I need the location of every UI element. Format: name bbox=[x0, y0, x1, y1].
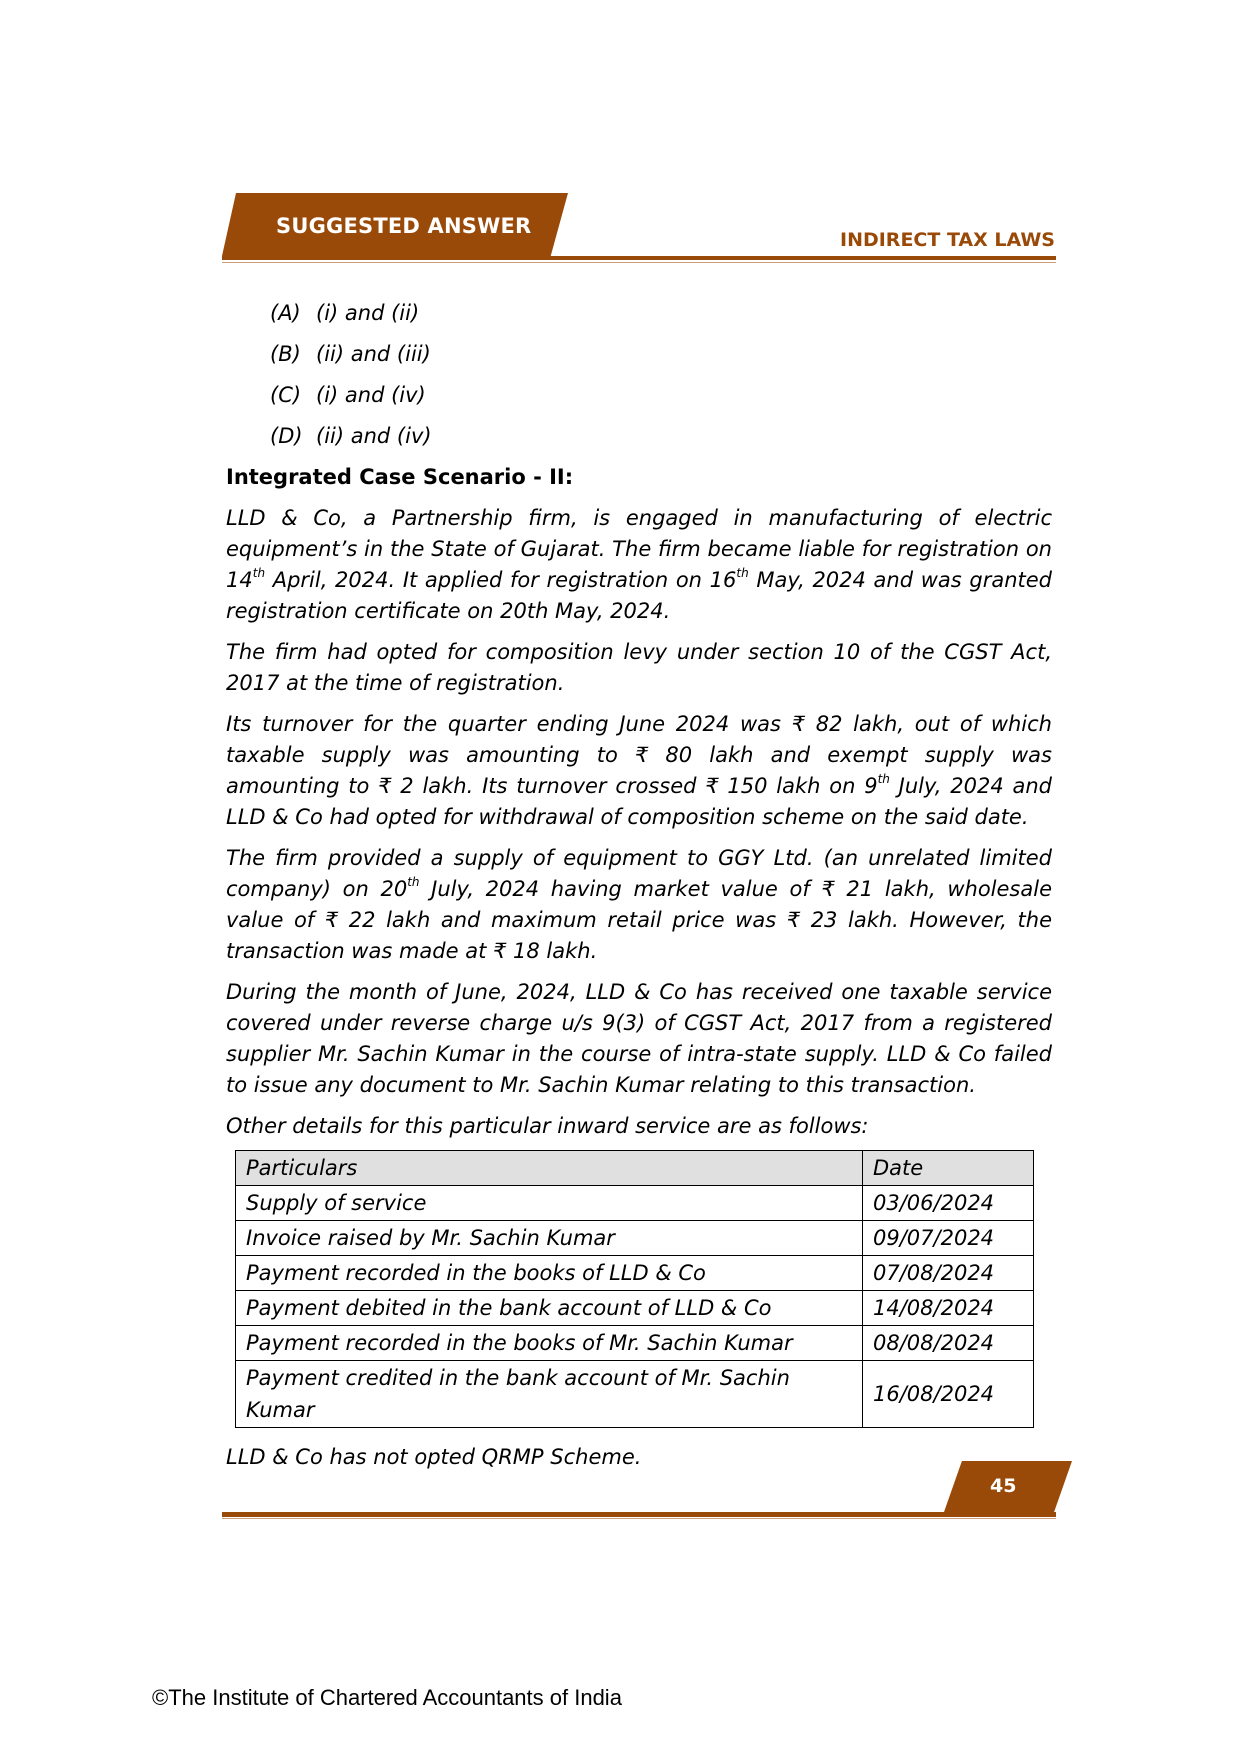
table-cell: Payment debited in the bank account of LLD & Co bbox=[236, 1291, 863, 1326]
paragraph-reverse-charge: During the month of June, 2024, LLD & Co has received one taxable service covered under reverse charge u/s 9(3) of CGST Act, 2017 from a registered supplier Mr. Sachin Kumar in the course of intra-state supply. LLD & Co failed to issue any document to Mr. Sachin Kumar relating to this transaction. bbox=[226, 980, 1052, 1097]
section-heading: Integrated Case Scenario - II: bbox=[226, 465, 574, 489]
option-text: (i) and (ii) bbox=[316, 301, 420, 325]
copyright-notice: ©The Institute of Chartered Accountants of India bbox=[152, 1685, 622, 1710]
table-row bbox=[236, 1326, 1034, 1361]
text-run: July, 2024 having market value of ₹ 21 lakh, wholesale value of ₹ 22 lakh and maximum retail price was ₹ 23 lakh. However, the transaction was made at ₹ 18 lakh. bbox=[226, 877, 1052, 963]
table-cell: 08/08/2024 bbox=[863, 1326, 1034, 1361]
page-number: 45 bbox=[990, 1475, 1017, 1497]
table-row bbox=[236, 1361, 1034, 1428]
superscript: th bbox=[877, 772, 890, 786]
footer-divider-thin bbox=[222, 1518, 1056, 1519]
footer-divider bbox=[222, 1512, 1056, 1517]
superscript: th bbox=[407, 875, 420, 889]
text-run: The firm provided a supply of equipment to GGY Ltd. (an unrelated limited company) on 20 bbox=[226, 846, 1052, 901]
text-run: LLD & Co, a Partnership firm, is engaged in manufacturing of electric equipment’s in the State of Gujarat. The firm became liable for registration on 14 bbox=[226, 506, 1052, 592]
option-text: (i) and (iv) bbox=[316, 383, 426, 407]
text-run: Its turnover for the quarter ending June 2024 was ₹ 82 lakh, out of which taxable supply was amounting to ₹ 80 lakh and exempt supply was amounting to ₹ 2 lakh. Its turnover crossed ₹ 150 lakh on 9 bbox=[226, 712, 1052, 798]
option-d bbox=[270, 421, 1052, 452]
table-row bbox=[236, 1186, 1034, 1221]
table-cell: 03/06/2024 bbox=[863, 1186, 1034, 1221]
paragraph-supply bbox=[226, 843, 1052, 967]
option-label: (B) bbox=[270, 342, 301, 366]
paragraph-registration bbox=[226, 503, 1052, 627]
option-text: (ii) and (iv) bbox=[316, 424, 432, 448]
paragraph-qrmp: LLD & Co has not opted QRMP Scheme. bbox=[226, 1445, 642, 1469]
table-cell: Payment recorded in the books of LLD & Co bbox=[236, 1256, 863, 1291]
table-cell: Payment recorded in the books of Mr. Sachin Kumar bbox=[236, 1326, 863, 1361]
table-header-cell: Date bbox=[863, 1151, 1034, 1186]
paragraph-composition: The firm had opted for composition levy under section 10 of the CGST Act, 2017 at the time of registration. bbox=[226, 640, 1052, 695]
table-cell: 16/08/2024 bbox=[863, 1361, 1034, 1428]
option-label: (A) bbox=[270, 301, 301, 325]
superscript: th bbox=[736, 566, 749, 580]
details-table bbox=[235, 1150, 1034, 1428]
table-cell: 07/08/2024 bbox=[863, 1256, 1034, 1291]
header-tab-label: SUGGESTED ANSWER bbox=[276, 214, 532, 238]
table-cell: 14/08/2024 bbox=[863, 1291, 1034, 1326]
superscript: th bbox=[252, 566, 266, 580]
table-row bbox=[236, 1291, 1034, 1326]
table-cell: Invoice raised by Mr. Sachin Kumar bbox=[236, 1221, 863, 1256]
table-cell: 09/07/2024 bbox=[863, 1221, 1034, 1256]
option-label: (D) bbox=[270, 424, 303, 448]
paragraph-other-details: Other details for this particular inward service are as follows: bbox=[226, 1114, 869, 1138]
table-cell: Supply of service bbox=[236, 1186, 863, 1221]
page-content bbox=[226, 298, 1052, 1483]
paragraph-turnover bbox=[226, 709, 1052, 833]
table-header-cell: Particulars bbox=[236, 1151, 863, 1186]
option-a bbox=[270, 298, 1052, 329]
table-row bbox=[236, 1256, 1034, 1291]
option-label: (C) bbox=[270, 383, 302, 407]
table-header-row bbox=[236, 1151, 1034, 1186]
header-subject-label: INDIRECT TAX LAWS bbox=[840, 229, 1055, 251]
header-divider-thin bbox=[222, 262, 1056, 263]
text-run: July, 2024 and LLD & Co had opted for withdrawal of composition scheme on the said date. bbox=[226, 774, 1052, 829]
table-cell: Payment credited in the bank account of Mr. Sachin Kumar bbox=[236, 1361, 863, 1428]
option-c bbox=[270, 380, 1052, 411]
header-divider bbox=[222, 256, 1056, 260]
text-run: May, 2024 and was granted registration certificate on 20th May, 2024. bbox=[226, 568, 1052, 623]
option-b bbox=[270, 339, 1052, 370]
table-row bbox=[236, 1221, 1034, 1256]
text-run: April, 2024. It applied for registration on 16 bbox=[265, 568, 737, 592]
option-text: (ii) and (iii) bbox=[316, 342, 431, 366]
